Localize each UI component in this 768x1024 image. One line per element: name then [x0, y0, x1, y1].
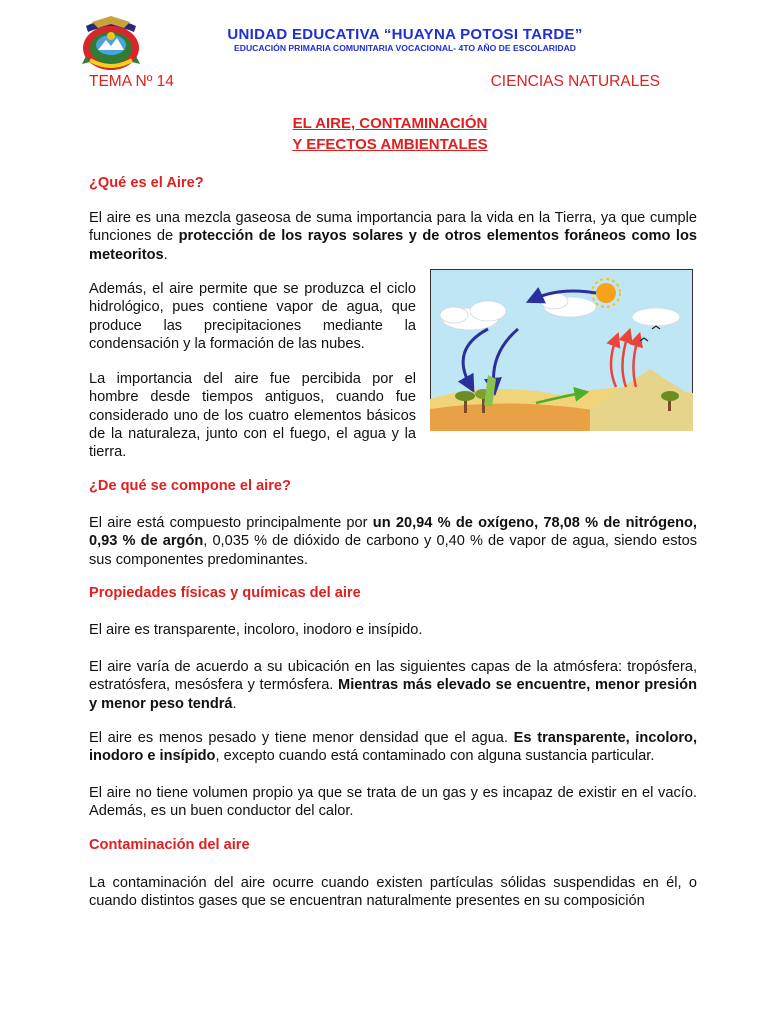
propiedades-2-end: . — [232, 695, 237, 712]
definition-bold: protección de los rayos solares y de otros elementos foráneos como los meteoritos — [89, 228, 697, 263]
title-line-1: EL AIRE, CONTAMINACIÓN — [292, 115, 488, 132]
school-name: UNIDAD EDUCATIVA “HUAYNA POTOSI TARDE” — [227, 26, 583, 43]
heading-que-es-el-aire: ¿Qué es el Aire? — [89, 175, 204, 191]
tema-number: TEMA Nº 14 — [89, 73, 174, 90]
propiedades-2-bold: Mientras más elevado se encuentre, menor presión y menor peso tendrá — [89, 677, 698, 712]
paragraph-composicion — [89, 514, 697, 569]
heading-propiedades: Propiedades físicas y químicas del aire — [89, 585, 361, 601]
heading-composicion: ¿De qué se compone el aire? — [89, 478, 291, 494]
page-title — [89, 113, 691, 155]
heading-contaminacion: Contaminación del aire — [89, 837, 250, 853]
title-line-2: Y EFECTOS AMBIENTALES — [292, 136, 488, 153]
composicion-bold: un 20,94 % de oxígeno, 78,08 % de nitrógeno, 0,93 % de argón — [89, 515, 697, 550]
paragraph-hydrologic-cycle: Además, el aire permite que se produzca el ciclo hidrológico, pues contiene vapor de agua, que produce las precipitaciones mediante la condensación y la formación de las nubes. — [89, 281, 416, 352]
subject-name: CIENCIAS NATURALES — [490, 73, 660, 90]
paragraph-importance: La importancia del aire fue percibida por el hombre desde tiempos antiguos, cuando fue considerado uno de los cuatro elementos básicos de la naturaleza, junto con el fuego, el agua y la tierra. — [89, 371, 416, 461]
paragraph-definition — [89, 209, 697, 264]
definition-end: . — [163, 246, 168, 263]
paragraph-propiedades-3 — [89, 729, 697, 766]
water-cycle-illustration — [430, 269, 693, 431]
propiedades-3-bold: Es transparente, incoloro, inodoro e insípido — [89, 730, 697, 765]
school-crest-icon — [78, 12, 144, 76]
propiedades-3-text: El aire es menos pesado y tiene menor densidad que el agua. — [89, 730, 514, 746]
paragraph-propiedades-2 — [89, 658, 697, 713]
composicion-end: , 0,035 % de dióxido de carbono y 0,40 % de vapor de agua, siendo estos sus componentes predominantes. — [89, 533, 697, 568]
paragraph-propiedades-1: El aire es transparente, incoloro, inodoro e insípido. — [89, 622, 423, 638]
paragraph-propiedades-4: El aire no tiene volumen propio ya que se trata de un gas y es incapaz de existir en el vacío. Además, es un buen conductor del calor. — [89, 785, 697, 820]
definition-text: El aire es una mezcla gaseosa de suma importancia para la vida en la Tierra, ya que cumple funciones de — [89, 210, 697, 245]
composicion-text: El aire está compuesto principalmente por — [89, 515, 373, 531]
propiedades-2-text: El aire varía de acuerdo a su ubicación en las siguientes capas de la atmósfera: tropósfera, estratósfera, mesósfera y termósfera. — [89, 659, 697, 694]
school-subtitle: EDUCACIÓN PRIMARIA COMUNITARIA VOCACIONAL- 4TO AÑO DE ESCOLARIDAD — [234, 43, 576, 53]
paragraph-contaminacion: La contaminación del aire ocurre cuando existen partículas sólidas suspendidas en él, o cuando distintos gases que se encuentran naturalmente presentes en su composición — [89, 875, 697, 910]
propiedades-3-end: , excepto cuando está contaminado con alguna sustancia particular. — [215, 748, 655, 765]
